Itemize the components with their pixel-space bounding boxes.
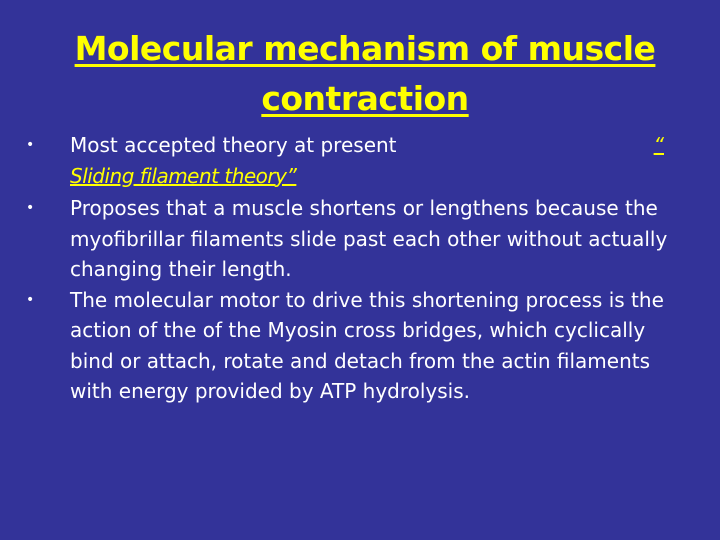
bullet-item-theory bbox=[22, 130, 672, 191]
bullet-mark: • bbox=[26, 200, 35, 216]
theory-name-emphasis: Sliding filament theory” bbox=[70, 163, 297, 188]
slide-body bbox=[22, 130, 672, 407]
bullet-line bbox=[70, 130, 672, 161]
bullet-mark: • bbox=[26, 137, 35, 153]
bullet-item-molecular-motor bbox=[22, 285, 672, 407]
slide-title: Molecular mechanism of muscle contraction bbox=[74, 29, 656, 118]
bullet-text: Most accepted theory at present bbox=[70, 133, 397, 157]
bullet-text: The molecular motor to drive this shortening process is the action of the of the Myosin cross bridges, which cyclically bind or attach, rotate and detach from the actin filaments with energy provided by ATP hydrolysis. bbox=[70, 287, 664, 403]
bullet-mark: • bbox=[26, 291, 35, 308]
bullet-item-proposal bbox=[22, 193, 672, 285]
bullet-text: Proposes that a muscle shortens or lengthens because the myofibrillar filaments slide past each other without actually changing their length. bbox=[70, 196, 668, 281]
open-quote-mark: “ bbox=[653, 133, 664, 157]
